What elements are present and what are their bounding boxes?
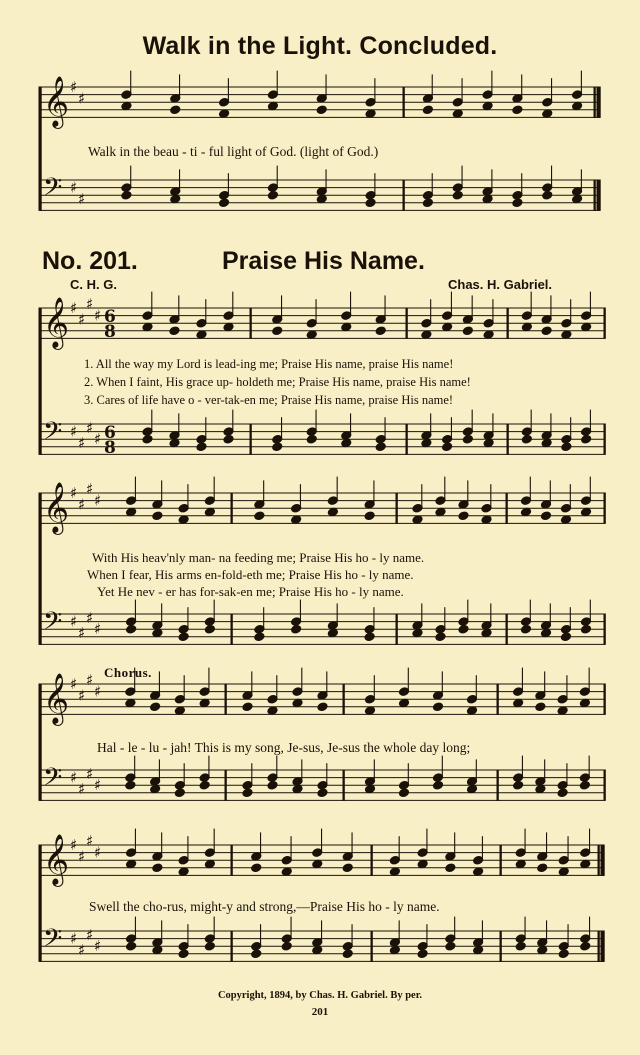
- sharp-sign: ♯: [78, 310, 86, 329]
- bar-line: [598, 931, 599, 961]
- sharp-sign: ♯: [86, 480, 94, 499]
- note-head: [281, 941, 292, 951]
- note-head: [342, 863, 353, 873]
- note-head: [375, 326, 386, 336]
- note-head: [364, 632, 375, 642]
- note-head: [458, 511, 469, 521]
- bass-clef: 𝄢: [43, 924, 63, 959]
- copyright-notice: Copyright, 1894, by Chas. H. Gabriel. By per.: [217, 990, 423, 1001]
- note-head: [580, 941, 591, 951]
- note-head: [422, 198, 433, 208]
- bar-line: [507, 424, 508, 454]
- note-head: [178, 949, 189, 959]
- bar-line: [231, 493, 232, 523]
- bar-line: [598, 845, 599, 875]
- sharp-sign: ♯: [94, 682, 102, 701]
- note-head: [242, 702, 253, 712]
- sharp-sign: ♯: [78, 624, 86, 642]
- previous-hymn-title: Walk in the Light. Concluded.: [142, 32, 498, 60]
- system-brace-line: [39, 308, 41, 454]
- note-head: [204, 624, 215, 634]
- note-head: [364, 511, 375, 521]
- sharp-sign: ♯: [94, 306, 102, 325]
- note-head: [242, 788, 253, 798]
- sharp-sign: ♯: [78, 847, 86, 866]
- bass-clef: 𝄢: [43, 763, 63, 798]
- page-number: 201: [311, 1006, 329, 1018]
- sharp-sign: ♯: [94, 776, 102, 795]
- note-head: [199, 780, 210, 790]
- note-head: [458, 624, 469, 634]
- note-head: [342, 949, 353, 959]
- note-head: [417, 949, 428, 959]
- lyric-line-verse-1: With His heav'nly man- na feeding me; Praise His ho - ly name.: [92, 550, 425, 565]
- bar-line: [601, 845, 604, 875]
- sharp-sign: ♯: [94, 843, 102, 862]
- time-signature: 6: [104, 307, 116, 327]
- note-head: [521, 434, 532, 444]
- bar-line: [406, 308, 407, 338]
- sharp-sign: ♯: [70, 178, 78, 197]
- lyric-line-chorus: Swell the cho-rus, might-y and strong,—Praise His ho - ly name.: [89, 899, 440, 914]
- hymn-number: No. 201.: [42, 247, 138, 275]
- bar-line: [506, 614, 507, 644]
- sharp-sign: ♯: [86, 295, 94, 314]
- sharp-sign: ♯: [78, 686, 86, 705]
- bar-line: [225, 684, 226, 714]
- hymn-title: Praise His Name.: [222, 247, 425, 275]
- note-head: [535, 702, 546, 712]
- sharp-sign: ♯: [94, 430, 102, 449]
- sharp-sign: ♯: [86, 671, 94, 690]
- note-head: [512, 105, 523, 115]
- note-head: [223, 434, 234, 444]
- note-head: [513, 780, 524, 790]
- note-head: [541, 511, 552, 521]
- sharp-sign: ♯: [78, 434, 86, 452]
- sharp-sign: ♯: [86, 925, 94, 944]
- note-head: [169, 326, 180, 336]
- note-head: [542, 190, 553, 200]
- sharp-sign: ♯: [70, 836, 78, 854]
- bar-line: [506, 493, 507, 523]
- note-head: [435, 632, 446, 642]
- bar-line: [403, 180, 404, 210]
- note-head: [254, 632, 265, 642]
- sharp-sign: ♯: [78, 190, 86, 208]
- note-head: [462, 326, 473, 336]
- note-head: [561, 442, 572, 452]
- note-head: [291, 624, 302, 634]
- sharp-sign: ♯: [86, 418, 94, 437]
- bar-line: [604, 308, 605, 338]
- lyric-line-verse-3: Yet He nev - er has for-sak-en me; Praise His ho - ly name.: [97, 584, 404, 599]
- bass-clef: 𝄢: [43, 417, 63, 452]
- sharp-sign: ♯: [70, 422, 78, 441]
- note-head: [152, 511, 163, 521]
- note-head: [433, 780, 444, 790]
- note-head: [442, 442, 453, 452]
- note-head: [121, 190, 132, 200]
- note-head: [581, 624, 592, 634]
- sharp-sign: ♯: [70, 768, 78, 787]
- note-head: [267, 190, 278, 200]
- note-head: [174, 788, 185, 798]
- note-head: [267, 780, 278, 790]
- bar-line: [604, 493, 605, 523]
- bar-line: [497, 684, 498, 714]
- treble-clef: 𝄞: [43, 76, 70, 127]
- lyricist-credit: C. H. G.: [70, 277, 117, 292]
- composer-credit: Chas. H. Gabriel.: [448, 277, 553, 292]
- sharp-sign: ♯: [78, 941, 86, 959]
- bar-line: [225, 770, 226, 800]
- bar-line: [500, 845, 501, 875]
- sharp-sign: ♯: [78, 780, 86, 798]
- bar-line: [597, 180, 600, 210]
- bar-line: [604, 424, 605, 454]
- treble-clef: 𝄞: [43, 673, 70, 724]
- bar-line: [497, 770, 498, 800]
- bar-line: [343, 684, 344, 714]
- system-brace-line: [39, 845, 41, 961]
- note-head: [541, 326, 552, 336]
- note-head: [254, 511, 265, 521]
- note-head: [521, 624, 532, 634]
- sharp-sign: ♯: [70, 929, 78, 948]
- note-head: [142, 434, 153, 444]
- bar-line: [604, 684, 605, 714]
- note-head: [422, 105, 433, 115]
- note-head: [316, 105, 327, 115]
- note-head: [558, 949, 569, 959]
- bar-line: [601, 931, 604, 961]
- treble-clef: 𝄞: [43, 297, 70, 348]
- bar-line: [594, 180, 595, 210]
- bar-line: [343, 770, 344, 800]
- sharp-sign: ♯: [70, 78, 78, 96]
- bar-line: [371, 845, 372, 875]
- treble-clef: 𝄞: [43, 482, 70, 533]
- note-head: [196, 442, 207, 452]
- bar-line: [406, 424, 407, 454]
- time-signature: 8: [104, 322, 116, 342]
- note-head: [512, 198, 523, 208]
- note-head: [557, 788, 568, 798]
- lyric-line-chorus: Hal - le - lu - jah! This is my song, Je-sus, Je-sus the whole day long;: [97, 740, 471, 755]
- bar-line: [250, 424, 251, 454]
- sharp-sign: ♯: [70, 299, 78, 317]
- note-head: [204, 941, 215, 951]
- bar-line: [231, 845, 232, 875]
- note-head: [445, 941, 456, 951]
- bar-line: [371, 931, 372, 961]
- bar-line: [500, 931, 501, 961]
- note-head: [317, 702, 328, 712]
- sharp-sign: ♯: [94, 491, 102, 510]
- note-head: [125, 780, 136, 790]
- lyric-line-verse-1: 1. All the way my Lord is lead-ing me; Praise His name, praise His name!: [84, 357, 454, 371]
- note-head: [515, 941, 526, 951]
- sharp-sign: ♯: [70, 612, 78, 631]
- note-head: [581, 434, 592, 444]
- bass-clef: 𝄢: [43, 173, 63, 208]
- time-signature: 8: [104, 438, 116, 458]
- time-signature: 6: [104, 423, 116, 443]
- note-head: [452, 190, 463, 200]
- note-head: [251, 863, 262, 873]
- bar-line: [231, 931, 232, 961]
- bar-line: [604, 614, 605, 644]
- sharp-sign: ♯: [94, 620, 102, 639]
- sharp-sign: ♯: [78, 495, 86, 514]
- note-head: [365, 198, 376, 208]
- note-head: [272, 442, 283, 452]
- bar-line: [604, 770, 605, 800]
- note-head: [126, 941, 137, 951]
- note-head: [219, 198, 230, 208]
- bass-clef: 𝄢: [43, 607, 63, 642]
- note-head: [399, 788, 410, 798]
- lyric-line-verse-2: 2. When I faint, His grace up- holdeth me; Praise His name, praise His name!: [84, 375, 471, 389]
- note-head: [317, 788, 328, 798]
- note-head: [150, 702, 161, 712]
- lyric-line: Walk in the beau - ti - ful light of God. (light of God.): [88, 144, 379, 159]
- bar-line: [507, 308, 508, 338]
- note-head: [561, 632, 572, 642]
- sharp-sign: ♯: [86, 608, 94, 627]
- note-head: [251, 949, 262, 959]
- bar-line: [403, 87, 404, 117]
- note-head: [433, 702, 444, 712]
- chorus-label: Chorus.: [104, 665, 152, 680]
- note-head: [170, 105, 181, 115]
- note-head: [537, 863, 548, 873]
- bar-line: [231, 614, 232, 644]
- note-head: [126, 624, 137, 634]
- lyric-line-verse-3: 3. Cares of life have o - ver-tak-en me; Praise His name, praise His name!: [84, 393, 454, 407]
- note-head: [579, 780, 590, 790]
- bar-line: [597, 87, 600, 117]
- sharp-sign: ♯: [86, 764, 94, 783]
- bar-line: [250, 308, 251, 338]
- sharp-sign: ♯: [78, 89, 86, 108]
- note-head: [375, 442, 386, 452]
- sharp-sign: ♯: [86, 832, 94, 851]
- sharp-sign: ♯: [70, 484, 78, 502]
- note-head: [178, 632, 189, 642]
- system-brace-line: [39, 684, 41, 800]
- sharp-sign: ♯: [94, 937, 102, 956]
- bar-line: [396, 614, 397, 644]
- note-head: [306, 434, 317, 444]
- lyric-line-verse-2: When I fear, His arms en-fold-eth me; Praise His ho - ly name.: [87, 567, 414, 582]
- note-head: [152, 863, 163, 873]
- sharp-sign: ♯: [70, 675, 78, 693]
- note-head: [462, 434, 473, 444]
- note-head: [445, 863, 456, 873]
- system-brace-line: [39, 493, 41, 644]
- note-head: [272, 326, 283, 336]
- bar-line: [396, 493, 397, 523]
- system-brace-line: [39, 87, 41, 210]
- bar-line: [594, 87, 595, 117]
- treble-clef: 𝄞: [43, 834, 70, 885]
